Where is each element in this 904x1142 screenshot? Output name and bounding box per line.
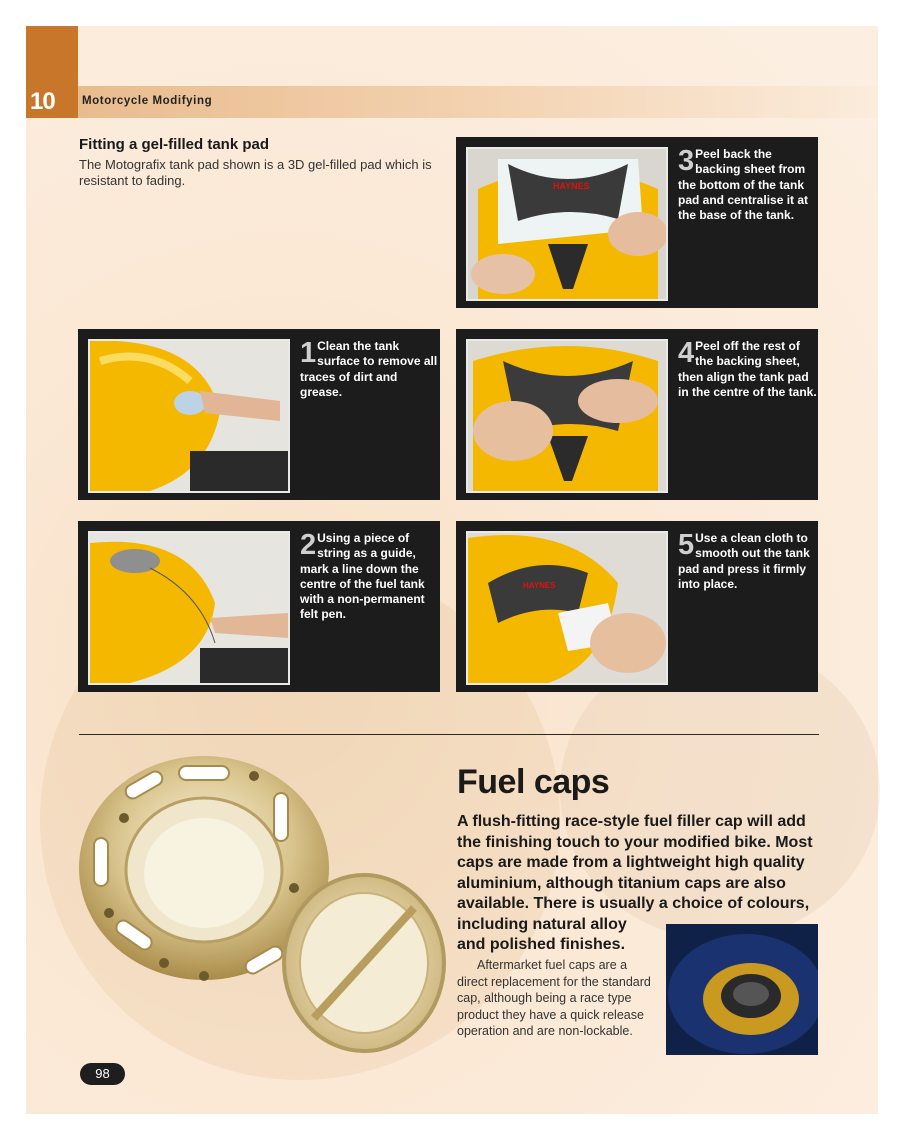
fuel-caps-body [457, 957, 657, 1040]
step-4-caption [678, 339, 818, 400]
fuel-caps-title: Fuel caps [457, 763, 610, 801]
fuel-caps-body-text: Aftermarket fuel caps are a direct replacement for the standard cap, although being a race type product they have a quick release operation and are non-lockable. [457, 958, 651, 1039]
fuel-caps-lead-line: available. There is usually a choice of colours, [457, 895, 810, 912]
step-1-text: Clean the tank surface to remove all traces of dirt and grease. [300, 339, 438, 399]
step-2-photo [88, 531, 290, 685]
intro-text: The Motografix tank pad shown is a 3D gel-filled pad which is resistant to fading. [79, 157, 432, 188]
fuel-caps-lead-line: caps are made from a lightweight high quality [457, 854, 805, 871]
step-3-caption [678, 147, 818, 223]
fuel-caps-illustration [64, 748, 448, 1058]
step-3-number: 3 [678, 145, 695, 177]
step-5-number: 5 [678, 529, 695, 561]
step-1-number: 1 [300, 337, 317, 369]
step-2-panel [78, 521, 440, 692]
step-4-number: 4 [678, 337, 695, 369]
step-5-haynes-label: HAYNES [523, 581, 556, 590]
fuel-caps-lead-line: aluminium, although titanium caps are also [457, 874, 786, 892]
step-2-number: 2 [300, 529, 317, 561]
step-4-photo [466, 339, 668, 493]
fuel-caps-lead-line: including natural alloy [457, 915, 627, 933]
step-1-photo [88, 339, 290, 493]
step-3-haynes-label: HAYNES [553, 181, 590, 191]
step-1-caption [300, 339, 440, 400]
step-5-photo [466, 531, 668, 685]
fuel-caps-lead-line: and polished finishes. [457, 936, 626, 953]
step-2-caption [300, 531, 440, 623]
chapter-title: Motorcycle Modifying [82, 95, 213, 107]
fuel-caps-lead-line: the finishing touch to your modified bike. Most [457, 833, 813, 851]
section-divider [79, 734, 819, 735]
fuel-caps-lead-line: A flush-fitting race-style fuel filler cap will add [457, 813, 806, 830]
step-5-text: Use a clean cloth to smooth out the tank pad and press it firmly into place. [678, 531, 810, 591]
section-title: Fitting a gel-filled tank pad [79, 136, 270, 153]
step-1-panel [78, 329, 440, 500]
chapter-number: 10 [30, 88, 55, 115]
fitted-fuel-cap-photo [666, 924, 818, 1055]
step-3-panel [456, 137, 818, 308]
step-5-caption [678, 531, 818, 592]
step-3-photo [466, 147, 668, 301]
page-number: 98 [80, 1063, 125, 1085]
step-2-text: Using a piece of string as a guide, mark a line down the centre of the fuel tank with a non-permanent felt pen. [300, 531, 425, 622]
step-3-text: Peel back the backing sheet from the bottom of the tank pad and centralise it at the base of the tank. [678, 147, 809, 223]
step-4-panel [456, 329, 818, 500]
step-4-text: Peel off the rest of the backing sheet, then align the tank pad in the centre of the tank. [678, 339, 817, 399]
step-5-panel [456, 521, 818, 692]
